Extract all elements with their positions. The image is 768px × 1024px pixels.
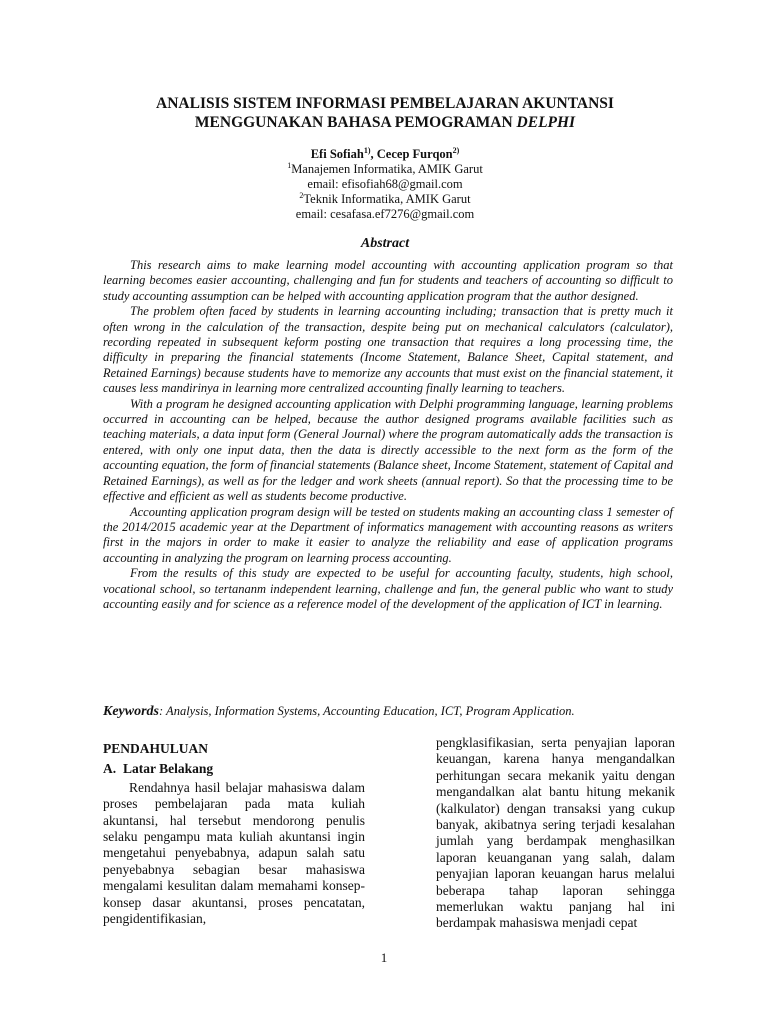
keywords <box>103 704 673 720</box>
section-heading: PENDAHULUAN <box>103 741 209 756</box>
affiliation-1 <box>180 162 590 177</box>
email-1: email: efisofiah68@gmail.com <box>307 177 463 191</box>
title-line-2 <box>100 113 670 132</box>
author-2-sup: 2) <box>452 145 460 155</box>
abstract-heading: Abstract <box>360 236 410 251</box>
abstract-body <box>103 258 673 612</box>
email-2: email: cesafasa.ef7276@gmail.com <box>295 207 475 221</box>
subsection-heading <box>103 761 365 777</box>
author-1-sup: 1) <box>363 145 371 155</box>
title-line-2-plain: MENGGUNAKAN BAHASA PEMOGRAMAN <box>194 114 517 131</box>
abstract-paragraph-2: The problem often faced by students in learning accounting including; transaction that is pretty much it often wrong in the calculation of the transaction, despite being put on mechanical calculators (calculator), recording repeated in subsequent keform posting one transaction that requires a long processing time, the difficulty in preparing the financial statements (Income Statement, Balance Sheet, Capital statement, and Retained Earnings) because students have to memorize any accounts that must exist on the financial statement, it causes less mandirinya in learning more centralized accounting finally learning to teachers. <box>103 304 673 396</box>
title-line-1: ANALISIS SISTEM INFORMASI PEMBELAJARAN AKUNTANSI <box>156 95 614 112</box>
left-column <box>103 741 365 927</box>
title-line-2-italic: DELPHI <box>516 114 576 131</box>
right-column <box>436 735 675 932</box>
affiliation-2 <box>180 192 590 207</box>
affiliation-2-sup: 2 <box>299 190 304 200</box>
body-paragraph-left: Rendahnya hasil belajar mahasiswa dalam proses pembelajaran pada mata kuliah akuntansi, hal tersebut mendorong penulis selaku pengampu mata kuliah akuntansi ingin mengetahui penyebabnya, adapun salah satu penyebabnya sebagian besar mahasiswa mengalami kesulitan dalam memahami konsep-konsep dasar akuntansi, proses pencatatan, pengidentifikasian, <box>103 779 365 927</box>
abstract-paragraph-3: With a program he designed accounting application with Delphi programming language, learning problems occurred in accounting can be helped, because the author designed programs available facilities such as teaching materials, a data input form (General Journal) where the program automatically adds the transaction is entered, with only one input data, then the data is directly accessible to the next form as the form of the accounting equation, the form of financial statements (Balance sheet, Income Statement, statement of Capital and Retained Earnings), as well as for the ledger and work sheets (annual report). So that the processing time to be effective and efficient as well as students become productive. <box>103 396 673 504</box>
affiliation-2-text: Teknik Informatika, AMIK Garut <box>303 192 471 206</box>
author-2-name: Cecep Furqon <box>376 147 453 161</box>
paper-title <box>100 94 670 132</box>
author-block <box>180 147 590 222</box>
body-paragraph-right: pengklasifikasian, serta penyajian laporan keuangan, karena hanya mengandalkan perhitungan secara mekanik yaitu dengan mengandalkan alat bantu hitung mekanik (kalkulator) dengan transaksi yang cukup banyak, akibatnya sering terjadi kesalahan jumlah yang berdampak menghasilkan laporan keuanganan yang salah, dalam penyajian laporan keuangan harus melalui beberapa tahap laporan sehingga memerlukan waktu panjang hal ini berdampak mahasiswa menjadi cepat <box>436 735 675 931</box>
author-separator: , <box>370 147 377 161</box>
abstract-paragraph-4: Accounting application program design will be tested on students making an accounting class 1 semester of the 2014/2015 academic year at the Department of informatics management with accounting reasons as writers first in the majors in order to make it easier to analyze the reliability and ease of application programs accounting in analyzing the program on learning process accounting. <box>103 504 673 565</box>
author-1-name: Efi Sofiah <box>310 147 364 161</box>
subsection-title: Latar Belakang <box>123 761 214 777</box>
subsection-label: A. <box>103 761 117 777</box>
affiliation-1-text: Manajemen Informatika, AMIK Garut <box>291 162 483 176</box>
keywords-text: : Analysis, Information Systems, Accounting Education, ICT, Program Application. <box>159 704 575 718</box>
abstract-paragraph-5: From the results of this study are expected to be useful for accounting faculty, students, high school, vocational school, so tertananm independent learning, challenge and fun, the general public who want to study accounting easily and for science as a reference model of the development of the application of ICT in learning. <box>103 566 673 611</box>
keywords-label: Keywords <box>103 704 159 719</box>
page-number: 1 <box>380 950 388 965</box>
abstract-paragraph-1: This research aims to make learning model accounting with accounting application program so that learning becomes easier accounting, challenging and fun for students and teachers of accounting so difficult to study accounting assumption can be helped with accounting application program that the author designed. <box>103 258 673 303</box>
author-names <box>180 147 590 162</box>
affiliation-1-sup: 1 <box>287 160 292 170</box>
